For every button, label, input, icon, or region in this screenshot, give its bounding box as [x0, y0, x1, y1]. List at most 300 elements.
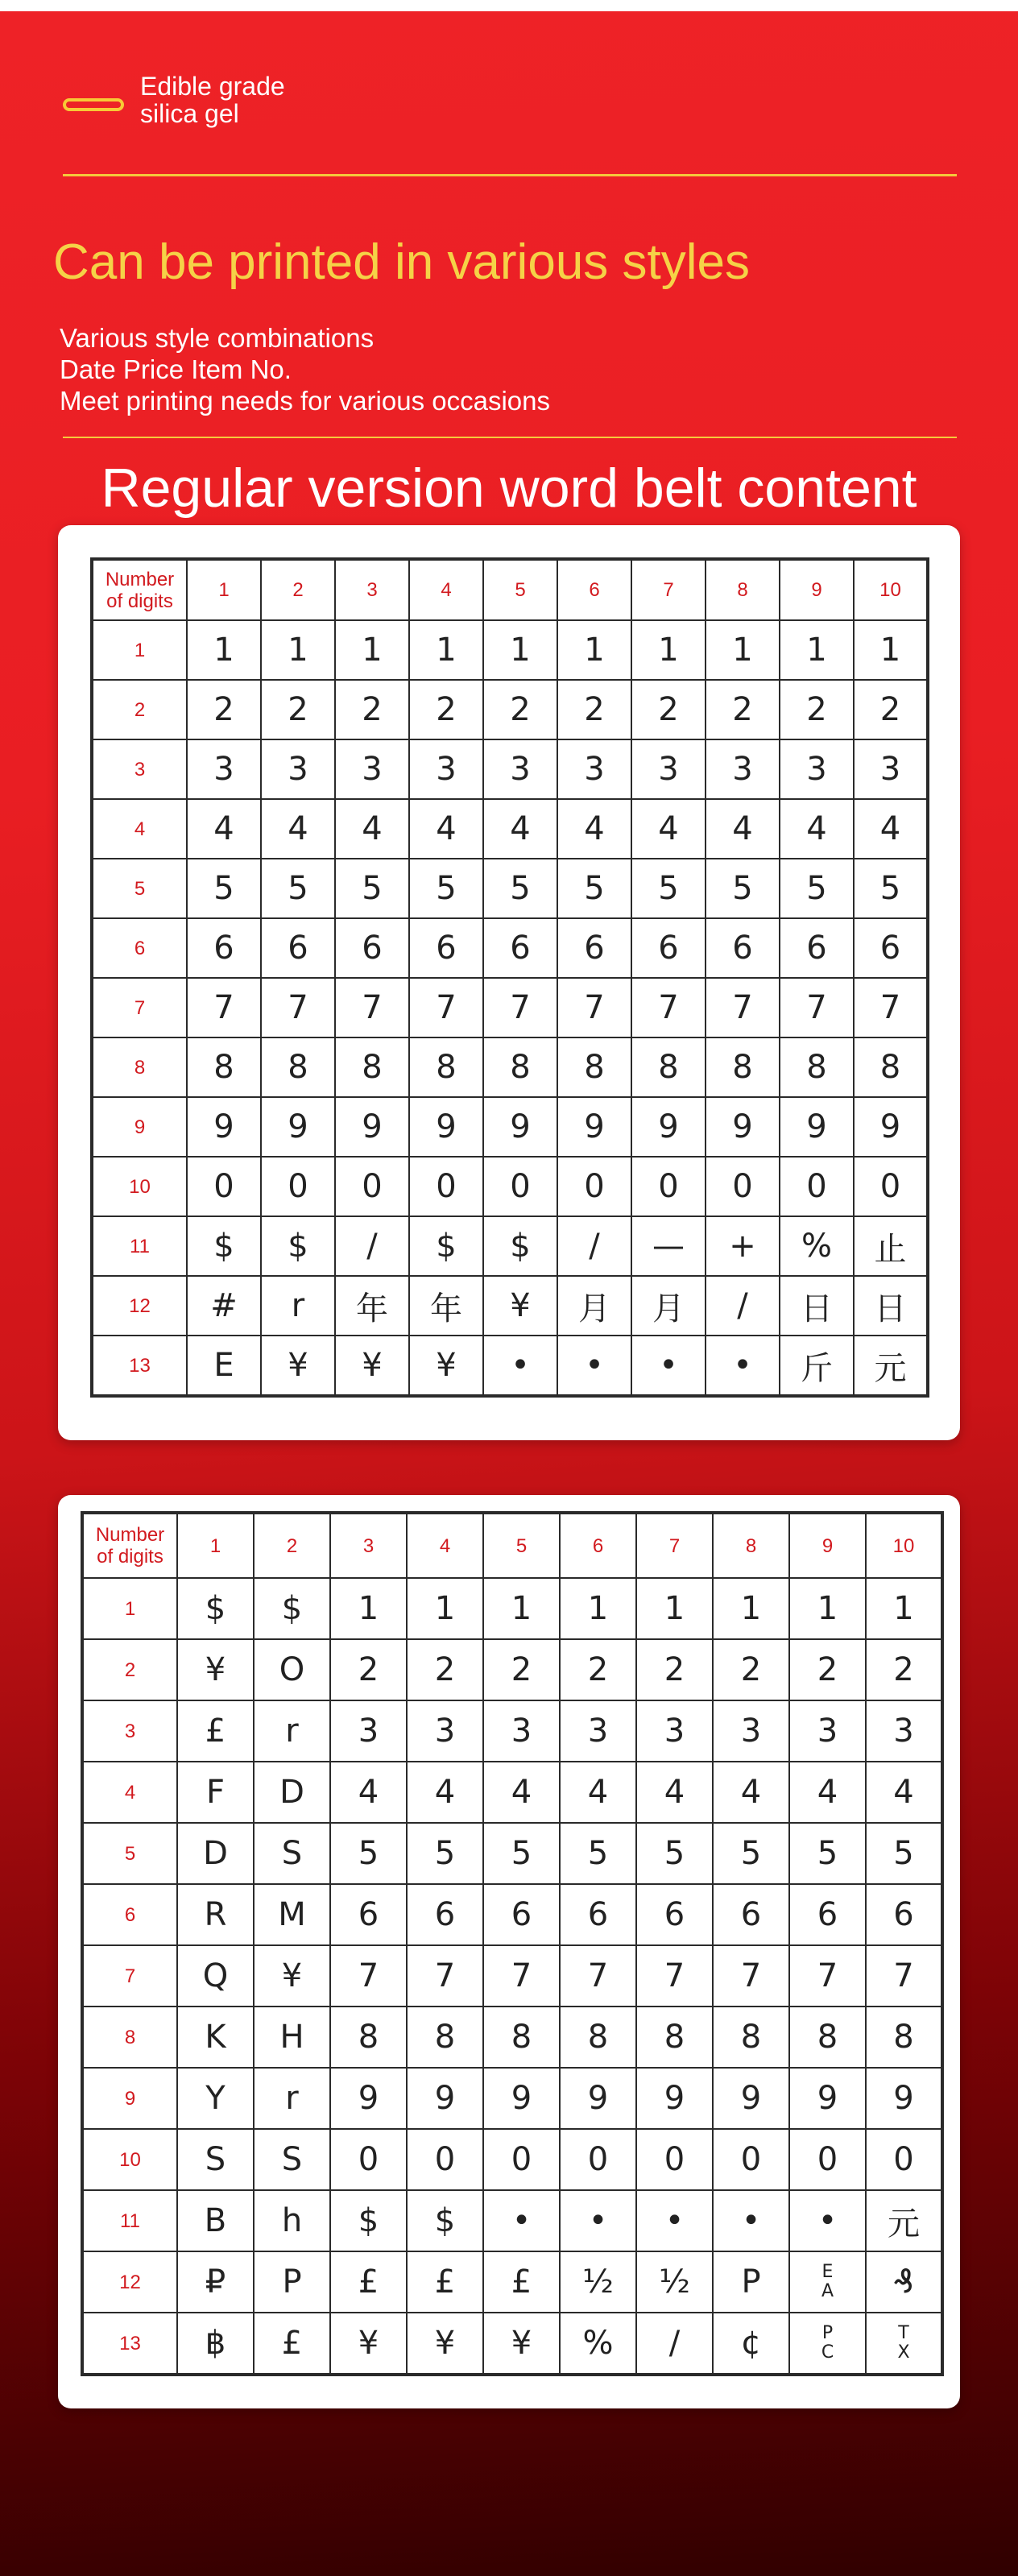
table-cell: 5: [713, 1823, 789, 1884]
table-cell: ¥: [254, 1945, 330, 2007]
table-cell: 9: [557, 1097, 631, 1157]
table-cell: 6: [631, 918, 706, 978]
table-cell: 7: [261, 978, 335, 1037]
table-cell: 1: [187, 620, 261, 680]
table-cell: 6: [261, 918, 335, 978]
table-cell: 0: [409, 1157, 483, 1216]
table-cell: 4: [560, 1762, 636, 1823]
table-cell: 0: [557, 1157, 631, 1216]
table-cell: /: [706, 1276, 780, 1336]
table-cell: —: [631, 1216, 706, 1276]
table-cell: 6: [483, 1884, 560, 1945]
table-cell: 元: [866, 2190, 942, 2251]
column-header: 8: [706, 559, 780, 620]
table-cell: 0: [335, 1157, 409, 1216]
table-cell: 2: [409, 680, 483, 739]
table-cell: 4: [854, 799, 928, 859]
row-label: 1: [82, 1578, 177, 1639]
column-header: 2: [254, 1513, 330, 1578]
table-cell: 7: [789, 1945, 866, 2007]
table-cell: 0: [780, 1157, 854, 1216]
table-cell: £: [483, 2251, 560, 2313]
table-cell: 2: [631, 680, 706, 739]
table-cell: 9: [636, 2068, 713, 2129]
table-cell: 8: [706, 1037, 780, 1097]
table-cell: 8: [780, 1037, 854, 1097]
edible-grade-label: [140, 72, 285, 127]
table-row: [92, 1097, 928, 1157]
table-cell: 8: [636, 2007, 713, 2068]
table-cell: ¥: [335, 1336, 409, 1396]
table-cell: 8: [713, 2007, 789, 2068]
table-cell: 3: [335, 739, 409, 799]
table-cell: 1: [557, 620, 631, 680]
table-row: [92, 1037, 928, 1097]
divider-bottom: [63, 437, 957, 438]
row-label: 9: [92, 1097, 187, 1157]
column-header: 5: [483, 1513, 560, 1578]
table-row: [82, 1700, 942, 1762]
table-cell: 7: [631, 978, 706, 1037]
table-cell: 1: [407, 1578, 483, 1639]
table-cell: 9: [483, 2068, 560, 2129]
table-cell: 1: [706, 620, 780, 680]
table-row: [82, 2251, 942, 2313]
table-cell: 6: [187, 918, 261, 978]
table-cell: 3: [409, 739, 483, 799]
table-cell: T X: [866, 2313, 942, 2375]
table-cell: 7: [407, 1945, 483, 2007]
table-cell: r: [254, 2068, 330, 2129]
headline: Can be printed in various styles: [53, 234, 751, 290]
table-cell: 5: [335, 859, 409, 918]
table-cell: ¥: [177, 1639, 254, 1700]
table-cell: 2: [560, 1639, 636, 1700]
description-line-1: Various style combinations: [60, 323, 375, 353]
table-cell: 4: [335, 799, 409, 859]
table-cell: P: [713, 2251, 789, 2313]
table-cell: 4: [631, 799, 706, 859]
table-cell: 3: [854, 739, 928, 799]
table-cell: 日: [854, 1276, 928, 1336]
table-cell: 4: [713, 1762, 789, 1823]
table-cell: •: [557, 1336, 631, 1396]
column-header: 10: [866, 1513, 942, 1578]
table-cell: 1: [713, 1578, 789, 1639]
table-cell: 7: [409, 978, 483, 1037]
table-row: [82, 1639, 942, 1700]
table-cell: 止: [854, 1216, 928, 1276]
table-cell: K: [177, 2007, 254, 2068]
table-cell: 8: [560, 2007, 636, 2068]
column-header: 4: [409, 559, 483, 620]
table-cell: ¥: [330, 2313, 407, 2375]
column-header: 3: [335, 559, 409, 620]
table-cell: 5: [557, 859, 631, 918]
table-cell: 2: [866, 1639, 942, 1700]
table-cell: 4: [187, 799, 261, 859]
table-cell: 8: [330, 2007, 407, 2068]
table-cell: 3: [866, 1700, 942, 1762]
table-cell: E: [187, 1336, 261, 1396]
table-cell: •: [483, 1336, 557, 1396]
table-cell: 9: [780, 1097, 854, 1157]
table-cell: 8: [483, 2007, 560, 2068]
column-header: 5: [483, 559, 557, 620]
table-cell: 7: [866, 1945, 942, 2007]
table-cell: /: [335, 1216, 409, 1276]
table-cell: 1: [483, 1578, 560, 1639]
table-cell: 4: [407, 1762, 483, 1823]
table-cell: #: [187, 1276, 261, 1336]
table-cell: 7: [713, 1945, 789, 2007]
table-cell: 1: [854, 620, 928, 680]
table-cell: 5: [330, 1823, 407, 1884]
table-row: [92, 918, 928, 978]
table-cell: 8: [631, 1037, 706, 1097]
table-cell: 0: [407, 2129, 483, 2190]
table-cell: 9: [631, 1097, 706, 1157]
table-cell: 1: [335, 620, 409, 680]
table-cell: 2: [187, 680, 261, 739]
table-cell: 3: [706, 739, 780, 799]
table-row: [92, 1216, 928, 1276]
table-cell: 2: [789, 1639, 866, 1700]
table-cell: ½: [636, 2251, 713, 2313]
table-cell: 6: [713, 1884, 789, 1945]
table-cell: H: [254, 2007, 330, 2068]
row-label: 7: [82, 1945, 177, 2007]
column-header: 6: [557, 559, 631, 620]
row-label: 3: [92, 739, 187, 799]
table-row: [92, 978, 928, 1037]
table-cell: 4: [483, 1762, 560, 1823]
corner-header-line: of digits: [97, 1546, 163, 1568]
table-cell: 0: [854, 1157, 928, 1216]
table-cell: 3: [330, 1700, 407, 1762]
table-cell: 0: [866, 2129, 942, 2190]
column-header: 6: [560, 1513, 636, 1578]
table-cell: 月: [631, 1276, 706, 1336]
word-belt-card-2: [58, 1495, 960, 2408]
table-cell: 0: [631, 1157, 706, 1216]
table-cell: $: [407, 2190, 483, 2251]
table-cell: 0: [713, 2129, 789, 2190]
table-cell: 0: [789, 2129, 866, 2190]
table-cell: 5: [854, 859, 928, 918]
row-label: 6: [92, 918, 187, 978]
table-cell: 9: [854, 1097, 928, 1157]
table-cell: S: [254, 1823, 330, 1884]
row-label: 3: [82, 1700, 177, 1762]
table-cell: 6: [483, 918, 557, 978]
table-cell: 8: [789, 2007, 866, 2068]
table-cell: 4: [483, 799, 557, 859]
table-cell: ¥: [261, 1336, 335, 1396]
table-cell: 8: [187, 1037, 261, 1097]
table-cell: 2: [780, 680, 854, 739]
table-cell: 4: [409, 799, 483, 859]
table-row: [92, 859, 928, 918]
row-label: 5: [82, 1823, 177, 1884]
table-cell: 3: [780, 739, 854, 799]
corner-header-line: Number: [105, 568, 175, 590]
table-cell: 5: [483, 1823, 560, 1884]
table-cell: 9: [407, 2068, 483, 2129]
row-label: 13: [82, 2313, 177, 2375]
table-cell: 2: [261, 680, 335, 739]
table-cell: 3: [483, 1700, 560, 1762]
table-cell: 6: [409, 918, 483, 978]
table-cell: E A: [789, 2251, 866, 2313]
table-cell: 6: [560, 1884, 636, 1945]
header-row: [92, 559, 928, 620]
table-cell: 9: [483, 1097, 557, 1157]
table-row: [82, 2129, 942, 2190]
table-cell: •: [789, 2190, 866, 2251]
table-cell: S: [177, 2129, 254, 2190]
table-cell: $: [254, 1578, 330, 1639]
table-cell: P C: [789, 2313, 866, 2375]
table-cell: 5: [407, 1823, 483, 1884]
table-cell: 6: [866, 1884, 942, 1945]
table-cell: 月: [557, 1276, 631, 1336]
table-cell: S: [254, 2129, 330, 2190]
table-cell: 元: [854, 1336, 928, 1396]
table-cell: 2: [557, 680, 631, 739]
table-cell: F: [177, 1762, 254, 1823]
row-label: 11: [92, 1216, 187, 1276]
table-cell: h: [254, 2190, 330, 2251]
table-cell: 3: [407, 1700, 483, 1762]
table-cell: 1: [631, 620, 706, 680]
table-cell: r: [261, 1276, 335, 1336]
table-cell: D: [254, 1762, 330, 1823]
table-cell: 2: [706, 680, 780, 739]
table-cell: $: [261, 1216, 335, 1276]
table-cell: 6: [335, 918, 409, 978]
table-cell: 9: [713, 2068, 789, 2129]
word-belt-table-2: [81, 1511, 944, 2376]
table-cell: 1: [483, 620, 557, 680]
table-cell: 日: [780, 1276, 854, 1336]
table-cell: 2: [483, 1639, 560, 1700]
table-cell: 7: [780, 978, 854, 1037]
table-row: [92, 799, 928, 859]
column-header: 1: [177, 1513, 254, 1578]
column-header: 2: [261, 559, 335, 620]
description-line-3: Meet printing needs for various occasions: [60, 386, 550, 416]
corner-header-line: of digits: [106, 590, 173, 612]
description-line-2: Date Price Item No.: [60, 354, 292, 384]
table-cell: 6: [636, 1884, 713, 1945]
table-cell: 8: [866, 2007, 942, 2068]
row-label: 11: [82, 2190, 177, 2251]
table-cell: 8: [483, 1037, 557, 1097]
table-cell: 4: [706, 799, 780, 859]
table-cell: 7: [560, 1945, 636, 2007]
table-cell: 4: [261, 799, 335, 859]
column-header: 7: [636, 1513, 713, 1578]
table-cell: D: [177, 1823, 254, 1884]
table-cell: •: [483, 2190, 560, 2251]
table-cell: 年: [335, 1276, 409, 1336]
table-cell: 5: [636, 1823, 713, 1884]
corner-header-line: Number: [95, 1524, 165, 1546]
row-label: 12: [82, 2251, 177, 2313]
table-cell: 7: [854, 978, 928, 1037]
row-label: 9: [82, 2068, 177, 2129]
column-header: 1: [187, 559, 261, 620]
corner-header: [82, 1513, 177, 1578]
row-label: 12: [92, 1276, 187, 1336]
table-cell: 0: [560, 2129, 636, 2190]
table-cell: ¥: [409, 1336, 483, 1396]
row-label: 5: [92, 859, 187, 918]
table-cell: 4: [557, 799, 631, 859]
table-cell: £: [330, 2251, 407, 2313]
table-cell: 3: [261, 739, 335, 799]
row-label: 10: [82, 2129, 177, 2190]
table-cell: 3: [636, 1700, 713, 1762]
table-cell: 1: [780, 620, 854, 680]
table-cell: 9: [560, 2068, 636, 2129]
table-cell: ₽: [177, 2251, 254, 2313]
column-header: 7: [631, 559, 706, 620]
table-cell: B: [177, 2190, 254, 2251]
table-cell: 2: [483, 680, 557, 739]
top-white-strip: [0, 0, 1018, 11]
row-label: 2: [92, 680, 187, 739]
table-cell: ₰: [866, 2251, 942, 2313]
table-cell: 5: [706, 859, 780, 918]
table-cell: Y: [177, 2068, 254, 2129]
table-row: [92, 1276, 928, 1336]
table-cell: $: [483, 1216, 557, 1276]
table-cell: 2: [854, 680, 928, 739]
column-header: 9: [780, 559, 854, 620]
table-cell: $: [177, 1578, 254, 1639]
table-cell: $: [330, 2190, 407, 2251]
table-row: [82, 2190, 942, 2251]
table-cell: 3: [187, 739, 261, 799]
column-header: 10: [854, 559, 928, 620]
table-cell: 2: [335, 680, 409, 739]
table-cell: 9: [789, 2068, 866, 2129]
table-cell: ¢: [713, 2313, 789, 2375]
table-cell: M: [254, 1884, 330, 1945]
table-cell: 6: [706, 918, 780, 978]
table-cell: 年: [409, 1276, 483, 1336]
table-cell: £: [407, 2251, 483, 2313]
table-row: [82, 1884, 942, 1945]
table-cell: /: [636, 2313, 713, 2375]
table-cell: •: [713, 2190, 789, 2251]
table-cell: ¥: [483, 2313, 560, 2375]
table-cell: %: [780, 1216, 854, 1276]
column-header: 9: [789, 1513, 866, 1578]
row-label: 4: [92, 799, 187, 859]
table-cell: •: [706, 1336, 780, 1396]
table-cell: 8: [409, 1037, 483, 1097]
table-cell: $: [409, 1216, 483, 1276]
row-label: 1: [92, 620, 187, 680]
table-cell: 3: [560, 1700, 636, 1762]
table-cell: 2: [636, 1639, 713, 1700]
header-row: [82, 1513, 942, 1578]
table-cell: %: [560, 2313, 636, 2375]
table-cell: 9: [866, 2068, 942, 2129]
word-belt-card-1: [58, 525, 960, 1440]
table-cell: 0: [636, 2129, 713, 2190]
table-cell: 7: [335, 978, 409, 1037]
table-cell: ฿: [177, 2313, 254, 2375]
table-cell: £: [254, 2313, 330, 2375]
table-cell: 4: [330, 1762, 407, 1823]
table-cell: 8: [557, 1037, 631, 1097]
table-cell: P: [254, 2251, 330, 2313]
table-row: [92, 680, 928, 739]
table-cell: 5: [483, 859, 557, 918]
row-label: 8: [92, 1037, 187, 1097]
table-cell: 5: [261, 859, 335, 918]
table-cell: 7: [187, 978, 261, 1037]
column-header: 4: [407, 1513, 483, 1578]
table-cell: 1: [866, 1578, 942, 1639]
table-cell: 8: [261, 1037, 335, 1097]
table-cell: 5: [780, 859, 854, 918]
table-cell: 8: [407, 2007, 483, 2068]
table-row: [82, 1823, 942, 1884]
table-row: [82, 2068, 942, 2129]
table-cell: Q: [177, 1945, 254, 2007]
table-cell: 6: [854, 918, 928, 978]
table-row: [82, 1945, 942, 2007]
table-cell: 5: [560, 1823, 636, 1884]
table-cell: •: [636, 2190, 713, 2251]
row-label: 10: [92, 1157, 187, 1216]
table-cell: 7: [483, 1945, 560, 2007]
edible-line-1: Edible grade: [140, 72, 285, 101]
table-cell: 2: [330, 1639, 407, 1700]
table-row: [92, 1336, 928, 1396]
section-title: Regular version word belt content: [101, 458, 917, 519]
table-cell: 9: [706, 1097, 780, 1157]
table-row: [92, 739, 928, 799]
table-row: [82, 1578, 942, 1639]
table-cell: 5: [866, 1823, 942, 1884]
table-cell: r: [254, 1700, 330, 1762]
table-cell: 3: [713, 1700, 789, 1762]
table-cell: 9: [261, 1097, 335, 1157]
table-cell: 7: [706, 978, 780, 1037]
table-cell: 斤: [780, 1336, 854, 1396]
row-label: 6: [82, 1884, 177, 1945]
table-cell: 0: [330, 2129, 407, 2190]
table-cell: 3: [789, 1700, 866, 1762]
edible-line-2: silica gel: [140, 99, 239, 128]
table-cell: 5: [789, 1823, 866, 1884]
divider-top: [63, 174, 957, 176]
table-cell: R: [177, 1884, 254, 1945]
table-cell: 0: [483, 2129, 560, 2190]
corner-header: [92, 559, 187, 620]
table-cell: 6: [780, 918, 854, 978]
table-cell: 6: [557, 918, 631, 978]
pill-badge-icon: [63, 98, 124, 111]
row-label: 8: [82, 2007, 177, 2068]
table-cell: ¥: [483, 1276, 557, 1336]
